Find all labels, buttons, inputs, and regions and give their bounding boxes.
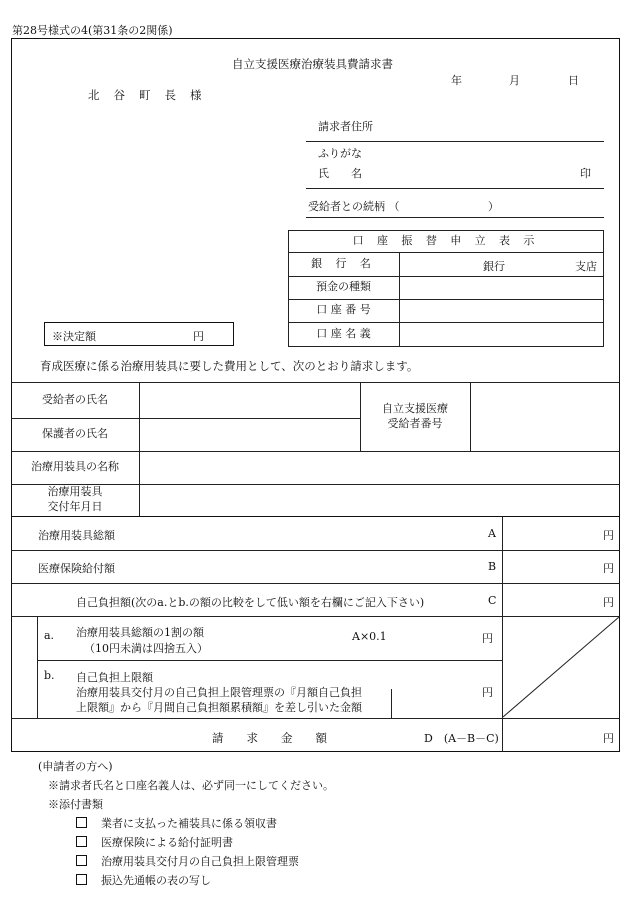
addressee: 北 谷 町 長 様 — [88, 88, 207, 102]
option-a-formula: A×0.1 — [352, 630, 387, 643]
total-code: A — [488, 527, 496, 540]
request-amount-code: D (A－B－C) — [424, 732, 499, 745]
checkbox-icon[interactable] — [76, 874, 87, 885]
request-amount-label: 請 求 金 額 — [212, 731, 327, 745]
option-a-mark: a. — [44, 629, 55, 642]
self-pay-label: 自己負担額(次のa.とb.の額の比較をして低い額を右欄にご記入下さい) — [76, 596, 425, 609]
account-number-label: 口 座 番 号 — [316, 303, 371, 317]
total-label: 治療用装具総額 — [38, 529, 115, 542]
note-same-name: ※請求者氏名と口座名義人は、必ず同一にしてください。 — [48, 779, 334, 792]
notes-heading: (申請者の方へ) — [38, 760, 113, 773]
option-a-line2: （10円未満は四捨五入） — [84, 642, 208, 655]
checkbox-icon[interactable] — [76, 817, 87, 828]
total-yen: 円 — [603, 529, 614, 542]
address-line — [306, 141, 604, 142]
recipient-number-label: 自立支援医療 受給者番号 — [382, 401, 448, 430]
account-type-label: 預金の種類 — [316, 280, 371, 294]
form-id: 第28号様式の4(第31条の2関係) — [12, 24, 173, 37]
option-b-mark: b. — [44, 669, 55, 682]
recipient-name-label: 受給者の氏名 — [42, 392, 108, 406]
name-line — [306, 188, 604, 189]
device-date-label: 治療用装具 交付年月日 — [47, 485, 103, 513]
option-a-yen: 円 — [482, 632, 493, 645]
address-label: 請求者住所 — [318, 120, 373, 133]
insurance-yen: 円 — [603, 562, 614, 575]
attachments-heading: ※添付書類 — [48, 798, 103, 811]
attachment-item: 治療用装具交付月の自己負担上限管理票 — [76, 853, 299, 869]
request-amount-yen: 円 — [603, 732, 614, 745]
request-statement: 育成医療に係る治療用装具に要した費用として、次のとおり請求します。 — [40, 359, 419, 373]
self-pay-yen: 円 — [603, 596, 614, 609]
furigana-label: ふりがな — [318, 147, 362, 160]
bank-name-label: 銀 行 名 — [311, 256, 376, 270]
relation-line — [306, 217, 604, 218]
account-holder-label: 口 座 名 義 — [316, 327, 371, 341]
bank-suffix: 銀行 — [483, 260, 505, 273]
decision-label: ※決定額 — [52, 330, 96, 343]
date-month: 月 — [509, 74, 520, 87]
name-label: 氏 名 — [318, 167, 362, 180]
branch-suffix: 支店 — [575, 260, 597, 273]
relation-label: 受給者との続柄 （ — [308, 200, 400, 213]
option-b-yen: 円 — [482, 686, 493, 699]
insurance-label: 医療保険給付額 — [38, 562, 115, 575]
option-b-line3: 上限額』から『月間自己負担額累積額』を差し引いた金額 — [76, 701, 362, 714]
decision-unit: 円 — [193, 330, 204, 343]
option-b-line1: 自己負担上限額 — [76, 671, 153, 684]
relation-close: ） — [488, 200, 499, 213]
guardian-name-label: 保護者の氏名 — [42, 427, 108, 441]
diagonal-strike — [502, 616, 620, 718]
checkbox-icon[interactable] — [76, 836, 87, 847]
date-year: 年 — [451, 74, 462, 87]
form-title: 自立支援医療治療装具費請求書 — [232, 57, 393, 71]
attachment-item: 振込先通帳の表の写し — [76, 872, 211, 888]
option-a-line1: 治療用装具総額の1割の額 — [76, 626, 204, 639]
seal-mark: 印 — [580, 167, 591, 180]
device-name-label: 治療用装具の名称 — [31, 460, 119, 474]
date-day: 日 — [568, 74, 579, 87]
account-title: 口 座 振 替 申 立 表 示 — [352, 233, 540, 247]
insurance-code: B — [488, 560, 497, 573]
attachment-item: 業者に支払った補装具に係る領収書 — [76, 815, 277, 831]
option-b-line2: 治療用装具交付月の自己負担上限管理票の『月額自己負担 — [76, 686, 362, 699]
checkbox-icon[interactable] — [76, 855, 87, 866]
self-pay-code: C — [488, 594, 497, 607]
attachment-item: 医療保険による給付証明書 — [76, 834, 233, 850]
